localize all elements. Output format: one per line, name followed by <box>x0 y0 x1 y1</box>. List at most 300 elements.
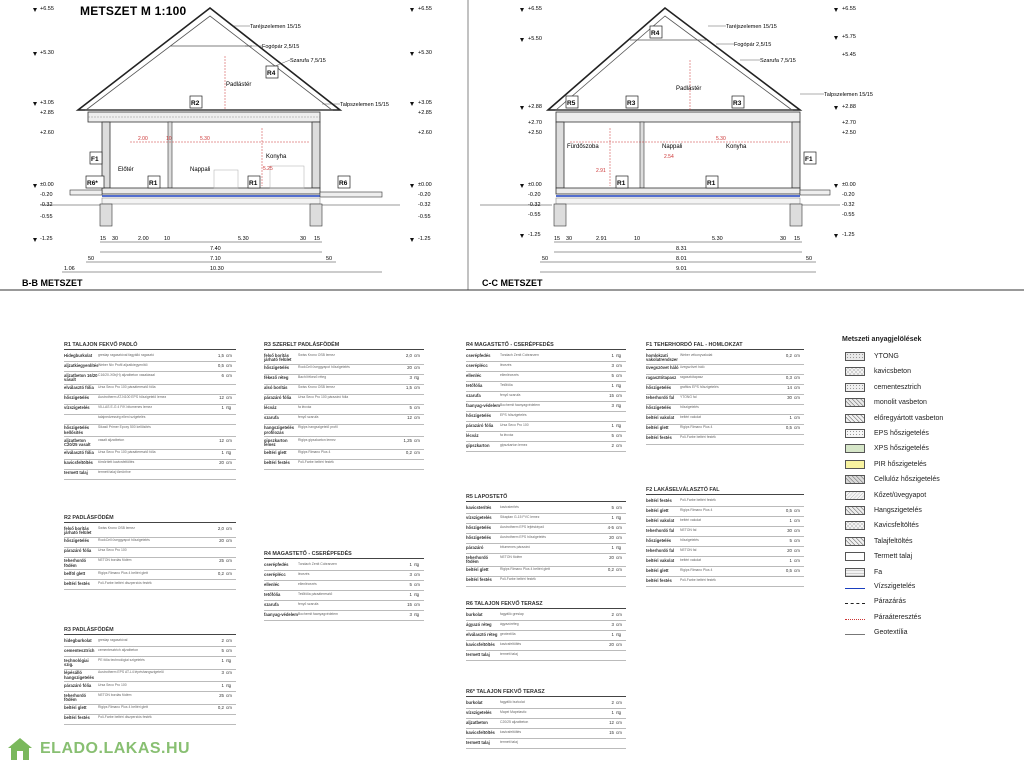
table-cell: 20 <box>787 547 792 553</box>
layer-table-r5 <box>466 495 626 587</box>
svg-text:2.91: 2.91 <box>596 236 607 242</box>
table-row <box>466 412 626 422</box>
table-row <box>646 497 804 507</box>
table-cell: beltéri glett <box>646 507 669 513</box>
table-cell: 1 <box>221 450 224 456</box>
table-cell: ellenlécezés <box>298 581 317 586</box>
svg-text:-0.20: -0.20 <box>40 192 53 198</box>
table-cell: cm <box>226 372 232 378</box>
table-cell: kavicsfeltöltés <box>64 460 93 466</box>
table-cell: ragasztótapasz <box>680 375 703 380</box>
table-row <box>264 415 424 425</box>
table-cell: 1,5 <box>405 385 412 391</box>
svg-text:Talpszelemen 15/15: Talpszelemen 15/15 <box>824 92 873 98</box>
dims-bb <box>62 236 382 272</box>
legend-item <box>845 491 926 500</box>
drawing-title: METSZET M 1:100 <box>80 4 187 18</box>
legend-swatch <box>845 367 865 376</box>
table-cell: Weber Niv Profil aljzatkiegyenlítő <box>98 362 148 367</box>
table-row <box>466 362 626 372</box>
svg-text:5.30: 5.30 <box>200 136 210 142</box>
legend-item <box>845 614 921 621</box>
table-cell: teherhordó födém <box>64 558 87 568</box>
table-cell: Rigips Rimano Plus 4 <box>298 450 331 455</box>
table-cell: cm <box>414 601 420 607</box>
legend-item <box>845 475 940 484</box>
table-cell: hangszigetelés profilozás <box>264 425 295 435</box>
table-row <box>264 450 424 460</box>
table-cell: cm <box>226 647 232 653</box>
table-cell: 1 <box>611 514 614 520</box>
table-cell: 1 <box>789 415 792 421</box>
table-cell: cm <box>616 524 622 530</box>
layer-table-r4-b <box>466 343 626 452</box>
table-cell: cm <box>794 385 800 391</box>
table-row <box>466 554 626 566</box>
table-cell: hőszigetelés <box>466 412 492 418</box>
layer-table-r3 <box>64 628 236 725</box>
table-cell: beltéri vakolat <box>680 415 701 420</box>
table-cell: cm <box>414 437 420 443</box>
table-cell: EPS hőszigetelés <box>500 412 527 417</box>
legend-label: Fa <box>874 568 883 576</box>
table-cell: cm <box>226 570 232 576</box>
legend-label: Hangszigetelés <box>874 507 922 514</box>
table-cell: rtg <box>226 450 232 456</box>
table-cell: termett talaj <box>466 651 490 657</box>
section-drawings <box>0 0 1024 300</box>
svg-text:±0.00: ±0.00 <box>842 182 856 188</box>
svg-text:7.10: 7.10 <box>210 256 221 262</box>
legend-label: XPS hőszigetelés <box>874 445 929 453</box>
legend-item <box>845 552 912 561</box>
table-cell: Tetőfólia <box>500 382 513 387</box>
table-row <box>64 395 236 405</box>
table-cell: NETON fal <box>680 547 697 552</box>
house-logo-icon <box>6 736 34 762</box>
svg-text:±0.00: ±0.00 <box>40 182 54 188</box>
table-cell: 1 <box>221 657 224 663</box>
svg-text:30: 30 <box>780 236 787 242</box>
table-cell: termett talaj <box>64 470 88 476</box>
table-cell: beltéri festés <box>466 577 492 583</box>
table-row <box>64 637 236 647</box>
table-row <box>64 362 236 372</box>
section-bb <box>40 8 400 226</box>
table-cell: elválasztó réteg <box>466 631 498 637</box>
legend-swatch <box>845 552 865 561</box>
table-cell: Hidegburkolat <box>64 352 93 358</box>
table-cell: cm <box>226 395 232 401</box>
table-cell: cm <box>226 525 232 531</box>
table-cell: Rigips gipszkarton lemez <box>298 437 336 442</box>
table-cell: cm <box>414 405 420 411</box>
svg-text:-0.32: -0.32 <box>528 202 541 208</box>
svg-text:15: 15 <box>314 236 321 242</box>
legend-swatch <box>845 568 865 577</box>
table-cell: burkolat <box>466 611 483 617</box>
table-cell: cm <box>414 581 420 587</box>
table-row <box>264 405 424 415</box>
table-cell: NETON födém <box>500 554 523 559</box>
svg-text:+2.85: +2.85 <box>418 110 432 116</box>
table-cell: NETON bordás födém <box>98 692 132 697</box>
table-cell: kavicsfeltöltés <box>500 729 522 734</box>
legend-swatch <box>845 414 865 423</box>
table-cell: 5 <box>409 405 412 411</box>
table-cell: cm <box>616 362 622 368</box>
table-row <box>466 372 626 382</box>
legend-swatch <box>845 521 865 530</box>
table-cell: 0,3 <box>785 375 792 381</box>
table-cell: Tondach Zenit Cobranzen <box>298 561 337 566</box>
svg-text:2.54: 2.54 <box>664 154 674 160</box>
table-cell: beltéri festés <box>646 435 672 441</box>
table-cell: lépésálló hangszigetelés <box>64 670 95 680</box>
table-cell: 5 <box>409 581 412 587</box>
svg-text:-0.55: -0.55 <box>40 214 53 220</box>
table-cell: cm <box>616 534 622 540</box>
svg-text:F1: F1 <box>805 156 813 163</box>
table-cell: faanyag-védelem <box>264 611 298 617</box>
svg-text:R2: R2 <box>191 100 200 107</box>
table-row <box>264 611 424 621</box>
rooms-bb <box>118 82 287 173</box>
table-cell: YTONG fal <box>680 395 697 400</box>
table-title: R4 MAGASTETŐ - CSERÉPFEDÉS <box>466 343 626 350</box>
table-row <box>64 715 236 725</box>
legend-item <box>845 583 915 590</box>
table-row <box>64 415 236 425</box>
table-row <box>64 538 236 548</box>
table-row <box>64 548 236 558</box>
table-row <box>466 699 626 709</box>
table-cell: grafitos EPS hőszigetelés <box>680 385 719 390</box>
table-cell: cm <box>616 554 622 560</box>
table-row <box>264 561 424 571</box>
table-cell: 5 <box>611 504 614 510</box>
table-row <box>466 442 626 452</box>
svg-text:8.01: 8.01 <box>676 256 687 262</box>
table-cell: teherhordó fal <box>646 547 675 553</box>
svg-text:Padlástér: Padlástér <box>676 86 702 92</box>
table-cell: Mapei Mapelastic <box>500 709 527 714</box>
svg-text:+2.70: +2.70 <box>528 120 542 126</box>
legend-label: EPS hőszigetelés <box>874 430 929 437</box>
svg-text:-1.25: -1.25 <box>40 236 53 242</box>
table-row <box>466 402 626 412</box>
table-cell: cseréplécc <box>466 362 488 368</box>
table-cell: 25 <box>219 692 224 698</box>
watermark <box>6 736 190 762</box>
table-cell: hőszigetelés <box>680 537 699 542</box>
legend-item <box>845 460 927 469</box>
table-cell: cm <box>794 395 800 401</box>
table-cell: cm <box>414 571 420 577</box>
table-cell: Ursa Seco Pro 100 páraáteresztő fólia <box>98 385 156 390</box>
legend-item <box>845 352 899 361</box>
table-cell: Austrotherm EPS AT-L4 lépéshangszigetelő <box>98 670 164 675</box>
table-cell: 3 <box>409 611 412 617</box>
svg-text:-0.32: -0.32 <box>842 202 855 208</box>
svg-text:+5.30: +5.30 <box>418 50 432 56</box>
table-row <box>646 352 804 364</box>
svg-text:7.40: 7.40 <box>210 246 221 252</box>
table-cell: beltéri glett <box>646 425 669 431</box>
legend-label: Cellulóz hőszigetelés <box>874 476 940 484</box>
table-cell: üvegszövet háló <box>680 365 705 370</box>
table-row <box>466 432 626 442</box>
svg-text:R4: R4 <box>651 30 660 37</box>
table-cell: 25 <box>219 558 224 564</box>
table-cell: Poli-Farbe beltéri festék <box>680 435 716 440</box>
table-cell: cm <box>414 450 420 456</box>
table-cell: Ursa Seco Pro 100 páraáteresztő fólia <box>98 450 156 455</box>
layer-table-f1 <box>646 343 804 445</box>
table-cell: rtg <box>616 544 622 550</box>
table-row <box>466 641 626 651</box>
legend-label: Kavicsfeltöltés <box>874 522 919 530</box>
table-cell: aljzatbeton <box>466 719 488 725</box>
table-cell: ellenléc <box>466 372 482 378</box>
svg-text:+3.05: +3.05 <box>40 100 54 106</box>
table-cell: Bochemit faanyagvédelem <box>298 611 338 616</box>
table-row <box>64 470 236 480</box>
svg-text:-0.55: -0.55 <box>528 212 541 218</box>
table-cell: 6 <box>221 372 224 378</box>
table-cell: párazáró fólia <box>466 422 494 428</box>
table-cell: kavicsfeltöltés <box>466 729 495 735</box>
table-cell: felső borítás járható felület <box>64 525 92 536</box>
table-cell: 3 <box>611 402 614 408</box>
legend-swatch <box>845 599 865 604</box>
table-row <box>466 719 626 729</box>
table-cell: Bochemit faanyagvédelem <box>500 402 540 407</box>
svg-text:5.30: 5.30 <box>712 236 723 242</box>
table-cell: rtg <box>414 561 420 567</box>
legend-swatch <box>845 491 865 500</box>
svg-text:R1: R1 <box>707 180 716 187</box>
table-cell: rtg <box>616 352 622 358</box>
table-cell: cm <box>616 432 622 438</box>
svg-text:+5.50: +5.50 <box>528 36 542 42</box>
table-cell: 0,5 <box>217 362 224 368</box>
levels-cc-left <box>528 6 542 238</box>
table-cell: elválasztó fólia <box>64 385 94 391</box>
table-title: R5 LAPOSTETŐ <box>466 495 626 502</box>
table-row <box>646 557 804 567</box>
table-cell: ellenléc <box>264 581 280 587</box>
table-cell: cm <box>414 415 420 421</box>
table-cell: 15 <box>609 392 614 398</box>
table-cell: beltéri vakolat <box>646 517 675 523</box>
svg-text:-1.25: -1.25 <box>528 232 541 238</box>
svg-text:±0.00: ±0.00 <box>528 182 542 188</box>
table-cell: szarufa <box>264 415 279 421</box>
table-cell: cserépfedés <box>264 561 289 567</box>
table-cell: greslap ragasztóval fagyálló ragasztó <box>98 352 154 357</box>
table-cell: Austrotherm EPS lejtésképző <box>500 524 545 529</box>
table-cell: üvegszövet háló <box>646 365 679 371</box>
table-cell: tetőfólia <box>264 591 281 597</box>
dims-cc <box>540 236 816 272</box>
table-cell: 0,5 <box>785 567 792 573</box>
svg-text:+2.88: +2.88 <box>842 104 856 110</box>
legend-item <box>845 598 906 605</box>
svg-text:+2.50: +2.50 <box>842 130 856 136</box>
level-triangles-bb <box>33 8 414 242</box>
table-cell: 1 <box>611 352 614 358</box>
table-cell: 2 <box>611 442 614 448</box>
legend-item <box>845 568 882 577</box>
layer-table-r4-a <box>264 552 424 621</box>
table-row <box>64 647 236 657</box>
table-row <box>646 547 804 557</box>
watermark-text: ELADO.LAKAS.HU <box>40 740 191 757</box>
table-row <box>264 591 424 601</box>
table-row <box>64 525 236 537</box>
table-cell: fenyő szarufa <box>298 415 319 420</box>
svg-text:30: 30 <box>566 236 573 242</box>
table-cell: 12 <box>219 437 224 443</box>
table-row <box>646 365 804 375</box>
table-cell: 30 <box>787 527 792 533</box>
table-cell: 1 <box>611 382 614 388</box>
table-cell: 20 <box>407 365 412 371</box>
table-row <box>64 705 236 715</box>
table-cell: aljzatbeton 16/20 vasalt <box>64 372 98 383</box>
table-cell: cm <box>226 705 232 711</box>
table-row <box>466 352 626 362</box>
table-cell: rtg <box>226 657 232 663</box>
legend-label: kavicsbeton <box>874 368 911 376</box>
svg-text:Talpszelemen 15/15: Talpszelemen 15/15 <box>340 102 389 108</box>
table-cell: cm <box>616 567 622 573</box>
svg-text:Előtér: Előtér <box>118 167 134 173</box>
legend-swatch <box>845 398 865 407</box>
svg-text:Fürdőszoba: Fürdőszoba <box>567 144 599 150</box>
legend-item <box>845 414 943 423</box>
table-cell: geotextília <box>500 631 516 636</box>
legend-label: Vízszigetelés <box>874 583 916 590</box>
table-row <box>646 577 804 587</box>
table-cell: Tetőfólia páraáteresztő <box>298 591 333 596</box>
table-cell: beltéri vakolat <box>680 557 701 562</box>
table-row <box>646 507 804 517</box>
table-cell: Poli-Farbe beltéri festék <box>680 497 716 502</box>
table-cell: Rigips Rimano Plus 4 <box>680 567 713 572</box>
legend-label: előregyártott vasbeton <box>874 414 944 422</box>
wall-right-bb <box>312 122 320 188</box>
table-cell: 5 <box>789 537 792 543</box>
layer-table-f2 <box>646 488 804 587</box>
table-cell: cm <box>794 507 800 513</box>
table-row <box>64 682 236 692</box>
legend-item <box>845 367 911 376</box>
table-cell: 1 <box>611 709 614 715</box>
table-cell: Ursa Seco Pro 100 párazáró fólia <box>298 395 349 400</box>
table-row <box>64 450 236 460</box>
table-cell: lécváz <box>466 432 479 438</box>
table-cell: 20 <box>219 538 224 544</box>
table-cell: cm <box>616 641 622 647</box>
legend-swatch <box>845 475 865 484</box>
caption-cc: C-C METSZET <box>482 278 543 288</box>
table-cell: 1 <box>221 405 224 411</box>
table-cell: 1 <box>409 561 412 567</box>
svg-text:+2.88: +2.88 <box>528 104 542 110</box>
table-cell: alsó borítás <box>264 385 288 391</box>
legend-label: cementesztrich <box>874 383 922 391</box>
table-cell: cm <box>616 372 622 378</box>
table-cell: hőszigetelés <box>64 395 90 401</box>
legend-swatch <box>845 537 865 546</box>
svg-text:Nappali: Nappali <box>190 167 211 173</box>
table-cell: cm <box>794 517 800 523</box>
table-cell: beltéri vakolat <box>680 517 701 522</box>
table-row <box>264 375 424 385</box>
svg-text:5.30: 5.30 <box>238 236 249 242</box>
table-cell: párazáró <box>466 544 484 550</box>
svg-text:+6.55: +6.55 <box>40 6 54 12</box>
table-cell: homlokzati vakolatrendszer <box>646 352 678 363</box>
table-cell: fenyő szarufa <box>500 392 521 397</box>
table-cell: aljzatkiegyenlítés <box>64 362 99 368</box>
table-cell: cm <box>794 567 800 573</box>
legend-label: monolit vasbeton <box>874 399 927 407</box>
table-row <box>646 537 804 547</box>
table-title: R3 PADLÁSFÖDÉM <box>64 628 236 635</box>
table-cell: Swiss Krono OSB lemez <box>298 352 335 357</box>
table-cell: PE fólia technológiai szigetelés <box>98 657 145 662</box>
table-cell: beltéri glett <box>466 567 489 573</box>
legend-item <box>845 444 929 453</box>
table-title: R1 TALAJON FEKVŐ PADLÓ <box>64 343 236 350</box>
table-row <box>466 739 626 749</box>
svg-text:50: 50 <box>542 256 549 262</box>
table-cell: RockCell üveggyapot hőszigetelés <box>298 365 350 370</box>
table-cell: cm <box>414 365 420 371</box>
layer-table-r3-assembled <box>264 343 424 470</box>
table-cell: belföl glett <box>64 570 86 576</box>
legend-item <box>845 429 929 438</box>
table-cell: NETON fal <box>680 527 697 532</box>
table-cell: cm <box>226 362 232 368</box>
svg-text:+2.60: +2.60 <box>40 130 54 136</box>
svg-text:-0.20: -0.20 <box>418 192 431 198</box>
table-row <box>64 437 236 449</box>
table-cell: tetőfólia <box>466 382 483 388</box>
table-cell: technológiai szig. <box>64 657 89 668</box>
table-title: F2 LAKÁSELVÁLASZTÓ FAL <box>646 488 804 495</box>
svg-text:R3: R3 <box>733 100 742 107</box>
table-cell: beltéri glett <box>264 450 287 456</box>
table-cell: Rigips Rimano Plus 4 <box>680 507 713 512</box>
table-cell: rtg <box>616 422 622 428</box>
table-cell: 12 <box>219 395 224 401</box>
table-row <box>466 544 626 554</box>
table-cell: 1,25 <box>403 437 412 443</box>
table-row <box>646 527 804 537</box>
table-cell: Poli-Farbe beltéri diszperziós festék <box>98 580 152 585</box>
table-cell: beltéri glett <box>646 567 669 573</box>
table-cell: Austrotherm AT-N100 EPS hőszigetelő lemez <box>98 395 167 400</box>
table-cell: fagyálló burkolat <box>500 699 525 704</box>
table-cell: termett talaj <box>500 739 518 744</box>
table-cell: 0,2 <box>785 352 792 358</box>
table-title: R3 SZERELT PADLÁSFÖDÉM <box>264 343 424 350</box>
table-cell: rtg <box>414 611 420 617</box>
